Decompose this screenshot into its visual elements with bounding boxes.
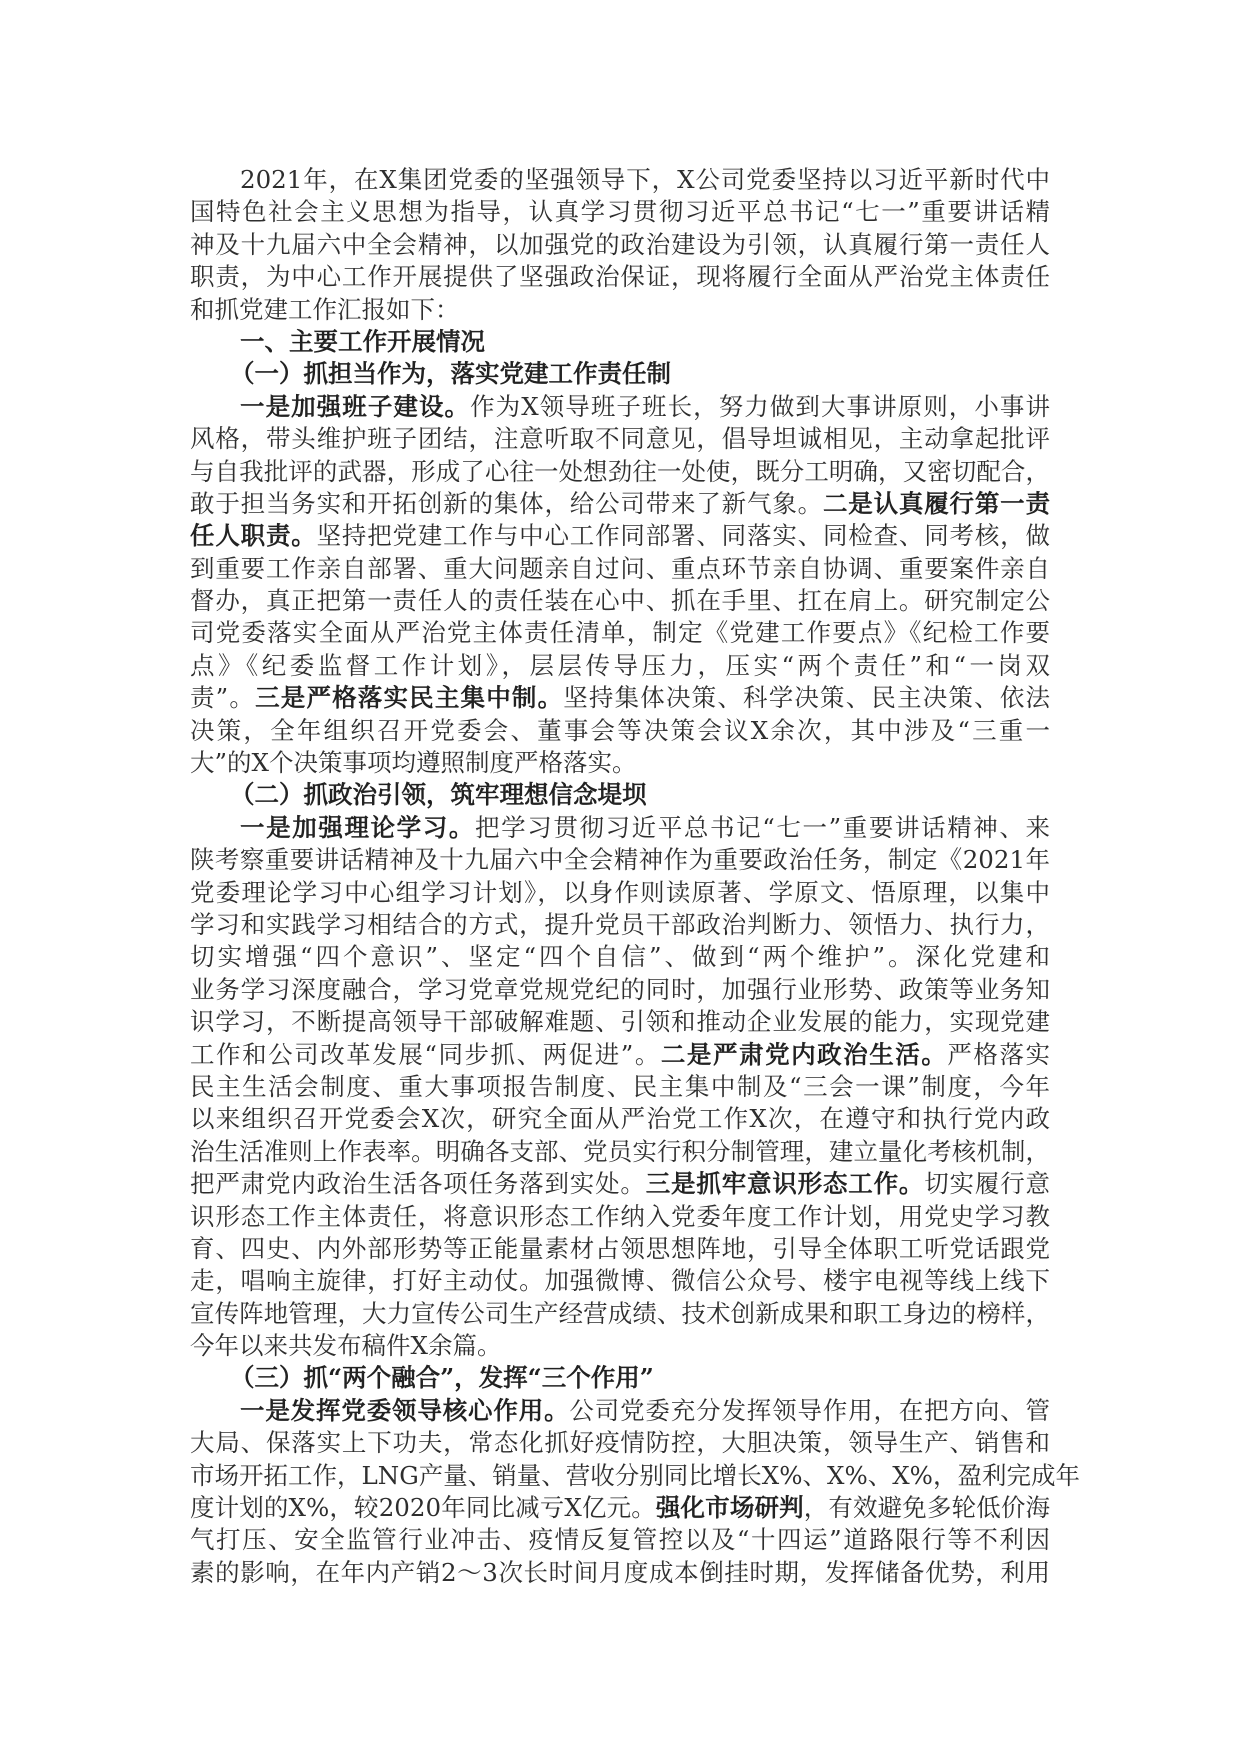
text-segment: 坚持把党建工作与中心工作同部署、同落实、同检查、同考核，做	[316, 521, 1050, 551]
text-line	[190, 1427, 1050, 1459]
text-segment: 把学习贯彻习近平总书记“七一”重要讲话精神、来	[475, 812, 1050, 842]
text-line	[190, 164, 1050, 196]
text-segment: 决策，全年组织召开党委会、董事会等决策会议X余次，其中涉及“三重一	[190, 715, 1050, 745]
text-line	[190, 1136, 1050, 1168]
text-segment: 育、四史、内外部形势等正能量素材占领思想阵地，引导全体职工听党话跟党	[190, 1233, 1050, 1263]
text-segment: 风格，带头维护班子团结，注意听取不同意见，倡导坦诚相见，主动拿起批评	[190, 424, 1050, 454]
text-line	[190, 1557, 1050, 1589]
text-line	[190, 1168, 1050, 1200]
text-segment: 和抓党建工作汇报如下：	[190, 294, 460, 324]
text-line	[190, 294, 1050, 326]
text-segment: 敢于担当务实和开拓创新的集体，给公司带来了新气象。	[190, 488, 823, 518]
text-line	[190, 423, 1050, 455]
text-segment: 度计划的X%，较2020年同比减亏X亿元。	[190, 1493, 656, 1523]
text-segment: 走，唱响主旋律，打好主动仗。加强微博、微信公众号、楼宇电视等线上线下	[190, 1266, 1050, 1296]
text-segment: 民主生活会制度、重大事项报告制度、民主集中制及“三会一课”制度，今年	[190, 1071, 1050, 1101]
text-line	[190, 1071, 1050, 1103]
text-segment: 2021年，在X集团党委的坚强领导下，X公司党委坚持以习近平新时代中	[240, 165, 1050, 194]
text-segment: 一、主要工作开展情况	[240, 326, 485, 356]
bold-lead-phrase: 三是抓牢意识形态工作。	[645, 1169, 925, 1199]
text-line	[190, 456, 1050, 488]
text-segment: 今年以来共发布稿件X余篇。	[190, 1331, 502, 1361]
section-heading	[190, 779, 1050, 811]
text-line	[190, 261, 1050, 293]
bold-lead-phrase: 三是严格落实民主集中制。	[255, 683, 564, 713]
text-line	[190, 877, 1050, 909]
text-line	[190, 229, 1050, 261]
text-line	[190, 488, 1050, 520]
text-segment: 切实履行意	[924, 1169, 1051, 1199]
text-segment: 工作和公司改革发展“同步抓、两促进”。	[190, 1039, 661, 1069]
text-line	[190, 553, 1050, 585]
text-line	[190, 1492, 1050, 1524]
text-segment: 职责，为中心工作开展提供了坚强政治保证，现将履行全面从严治党主体责任	[190, 262, 1050, 292]
text-segment: 严格落实	[947, 1039, 1051, 1069]
text-segment: 神及十九届六中全会精神，以加强党的政治建设为引领，认真履行第一责任人	[190, 229, 1050, 259]
text-segment: 市场开拓工作，LNG产量、销量、营收分别同比增长X%、X%、X%，盈利完成年	[190, 1460, 1080, 1490]
text-line	[190, 941, 1050, 973]
text-segment: 坚持集体决策、科学决策、民主决策、依法	[563, 683, 1051, 713]
text-segment: 以来组织召开党委会X次，研究全面从严治党工作X次，在遵守和执行党内政	[190, 1104, 1050, 1134]
text-line	[190, 844, 1050, 876]
text-line	[190, 1524, 1050, 1556]
text-line	[190, 1201, 1050, 1233]
text-line	[190, 391, 1050, 423]
text-segment: 把严肃党内政治生活各项任务落到实处。	[190, 1169, 646, 1199]
text-line	[190, 1006, 1050, 1038]
text-segment: 陕考察重要讲话精神及十九届六中全会精神作为重要政治任务，制定《2021年	[190, 845, 1050, 875]
text-line	[190, 1330, 1050, 1362]
text-line	[190, 1039, 1050, 1071]
text-line	[190, 812, 1050, 844]
text-line	[190, 682, 1050, 714]
text-segment: 大”的X个决策事项均遵照制度严格落实。	[190, 748, 637, 778]
section-heading	[190, 326, 1050, 358]
text-segment: 治生活准则上作表率。明确各支部、党员实行积分制管理，建立量化考核机制，	[190, 1136, 1050, 1166]
text-segment: 宣传阵地管理，大力宣传公司生产经营成绩、技术创新成果和职工身边的榜样，	[190, 1298, 1050, 1328]
text-segment: 公司党委充分发挥领导作用，在把方向、管	[569, 1395, 1051, 1425]
text-segment: 业务学习深度融合，学习党章党规党纪的同时，加强行业形势、政策等业务知	[190, 974, 1050, 1004]
text-segment: 素的影响，在年内产销2～3次长时间月度成本倒挂时期，发挥储备优势，利用	[190, 1557, 1050, 1587]
text-segment: 点》《纪委监督工作计划》，层层传导压力，压实“两个责任”和“一岗双	[190, 650, 1050, 680]
text-segment: （三）抓“两个融合”，发挥“三个作用”	[230, 1363, 654, 1393]
text-segment: 气打压、安全监管行业冲击、疫情反复管控以及“十四运”道路限行等不利因	[190, 1525, 1051, 1555]
bold-lead-phrase: 一是加强班子建设。	[240, 391, 471, 421]
text-line	[190, 1460, 1080, 1492]
text-line	[190, 747, 1050, 779]
text-segment: 责”。	[190, 683, 256, 713]
text-segment: 切实增强“四个意识”、坚定“四个自信”、做到“两个维护”。深化党建和	[190, 942, 1050, 972]
text-segment: 国特色社会主义思想为指导，认真学习贯彻习近平总书记“七一”重要讲话精	[190, 197, 1050, 227]
text-segment: 与自我批评的武器，形成了心往一处想劲往一处使，既分工明确，又密切配合，	[190, 456, 1050, 486]
text-line	[190, 909, 1050, 941]
section-heading	[190, 358, 1050, 390]
text-line	[190, 520, 1050, 552]
text-line	[190, 1298, 1050, 1330]
text-segment: 到重要工作亲自部署、重大问题亲自过问、重点环节亲自协调、重要案件亲自	[190, 553, 1050, 583]
bold-lead-phrase: 强化市场研判	[655, 1493, 804, 1523]
text-line	[190, 650, 1050, 682]
text-segment: （二）抓政治引领，筑牢理想信念堤坝	[230, 780, 647, 810]
text-line	[190, 1265, 1050, 1297]
bold-lead-phrase: 任人职责。	[190, 521, 317, 551]
text-line	[190, 1103, 1050, 1135]
text-line	[190, 617, 1050, 649]
text-line	[190, 715, 1050, 747]
text-segment: 大局、保落实上下功夫，常态化抓好疫情防控，大胆决策，领导生产、销售和	[190, 1428, 1050, 1458]
text-segment: 识形态工作主体责任，将意识形态工作纳入党委年度工作计划，用党史学习教	[190, 1201, 1050, 1231]
bold-lead-phrase: 一是发挥党委领导核心作用。	[240, 1395, 570, 1425]
text-segment: 识学习，不断提高领导干部破解难题、引领和推动企业发展的能力，实现党建	[190, 1007, 1050, 1037]
text-segment: 作为X领导班子班长，努力做到大事讲原则，小事讲	[470, 391, 1050, 421]
text-segment: 督办，真正把第一责任人的责任装在心中、抓在手里、扛在肩上。研究制定公	[190, 586, 1050, 616]
text-segment: ，有效避免多轮低价海	[803, 1493, 1051, 1523]
bold-lead-phrase: 二是认真履行第一责	[822, 488, 1050, 518]
bold-lead-phrase: 一是加强理论学习。	[240, 812, 475, 842]
text-line	[190, 196, 1050, 228]
text-segment: 司党委落实全面从严治党主体责任清单，制定《党建工作要点》《纪检工作要	[190, 618, 1050, 648]
bold-lead-phrase: 二是严肃党内政治生活。	[660, 1039, 948, 1069]
text-line	[190, 1233, 1050, 1265]
text-segment: （一）抓担当作为，落实党建工作责任制	[230, 359, 671, 389]
section-heading	[190, 1362, 1050, 1394]
text-line	[190, 1395, 1050, 1427]
text-line	[190, 974, 1050, 1006]
document-body	[190, 164, 1080, 1589]
text-line	[190, 585, 1050, 617]
text-segment: 学习和实践学习相结合的方式，提升党员干部政治判断力、领悟力、执行力，	[190, 909, 1050, 939]
text-segment: 党委理论学习中心组学习计划》，以身作则读原著、学原文、悟原理，以集中	[190, 877, 1050, 907]
